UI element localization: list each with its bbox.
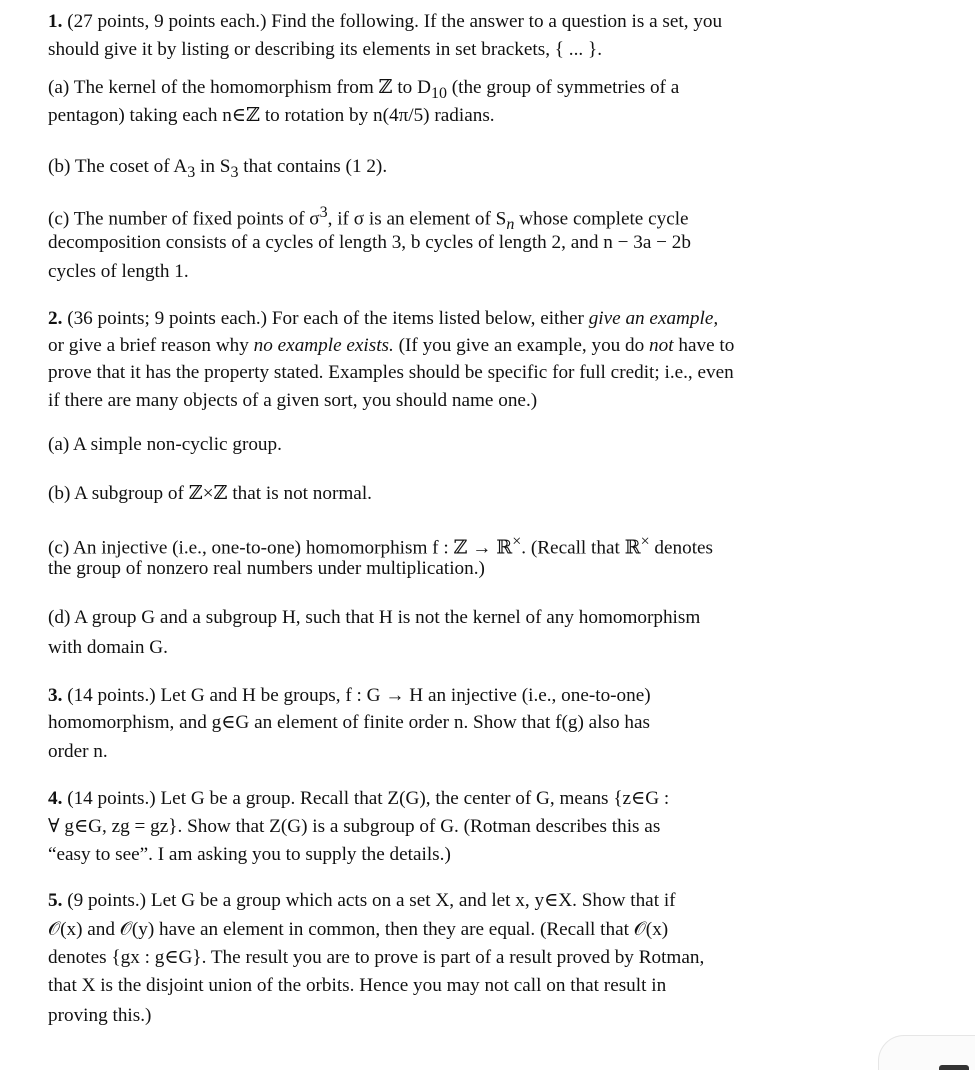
problem-3-line-3: order n. <box>48 741 108 762</box>
problem-5-line-4: that X is the disjoint union of the orbits. Hence you may not call on that result in <box>48 975 667 996</box>
problem-2-line-3: prove that it has the property stated. Examples should be specific for full credit; i.e., even <box>48 362 734 383</box>
problem-2-line-2: or give a brief reason why no example exists. (If you give an example, you do not have to <box>48 335 735 356</box>
problem-4-number: 4. <box>48 788 63 809</box>
problem-2a: (a) A simple non-cyclic group. <box>48 434 282 455</box>
problem-3-number: 3. <box>48 685 63 706</box>
problem-2-line-4: if there are many objects of a given sort, you should name one.) <box>48 390 538 411</box>
problem-2c-line-2: the group of nonzero real numbers under multiplication.) <box>48 558 485 579</box>
problem-4-line-1: 4. (14 points.) Let G be a group. Recall that Z(G), the center of G, means {z∈G : <box>48 788 670 809</box>
problem-2-number: 2. <box>48 308 63 329</box>
problem-1b-line-1: (b) The coset of $A_3$ in $S_3$ that contains (1 2). <box>48 156 388 181</box>
problem-3-line-2: homomorphism, and g∈G an element of finite order n. Show that f(g) also has <box>48 712 650 733</box>
problem-1-line-2: should give it by listing or describing its elements in set brackets, { ... }. <box>48 39 602 60</box>
problem-5-number: 5. <box>48 890 63 911</box>
drag-handle-icon[interactable] <box>939 1065 969 1070</box>
problem-4-line-2: ∀ g∈G, zg = gz}. Show that Z(G) is a subgroup of G. (Rotman describes this as <box>48 816 661 837</box>
problem-5-line-1: 5. (9 points.) Let G be a group which acts on a set X, and let x, y∈X. Show that if <box>48 890 676 911</box>
problem-2-line-1: 2. (36 points; 9 points each.) For each of the items listed below, either give an example, <box>48 308 719 329</box>
problem-1-line-1: 1. (27 points, 9 points each.) Find the following. If the answer to a question is a set, you <box>48 11 723 32</box>
problem-1a-line-1: (a) The kernel of the homomorphism from ℤ to $D_{10}$ (the group of symmetries of a <box>48 77 680 102</box>
problem-5-line-3: denotes {gx : g∈G}. The result you are to prove is part of a result proved by Rotman, <box>48 947 705 968</box>
problem-1c-line-2: decomposition consists of a cycles of length 3, b cycles of length 2, and n − 3a − 2b <box>48 232 691 253</box>
problem-1c-line-3: cycles of length 1. <box>48 261 189 282</box>
problem-1c-line-1: (c) The number of fixed points of $\sigma^3$, if σ is an element of $S_n$ whose complete cycle <box>48 204 689 234</box>
problem-5-line-5: proving this.) <box>48 1005 152 1026</box>
problem-2b: (b) A subgroup of ℤ×ℤ that is not normal. <box>48 483 372 504</box>
problem-1a-line-2: pentagon) taking each n∈ℤ to rotation by n(4π/5) radians. <box>48 105 495 126</box>
problem-1-number: 1. <box>48 11 63 32</box>
problem-3-line-1: 3. (14 points.) Let G and H be groups, f : G → H an injective (i.e., one-to-one) <box>48 685 651 706</box>
problem-5-line-2: 𝒪(x) and 𝒪(y) have an element in common, then they are equal. (Recall that 𝒪(x) <box>48 919 669 940</box>
problem-2c-line-1: (c) An injective (i.e., one-to-one) homomorphism f : ℤ → ℝ×. (Recall that ℝ× denotes <box>48 533 714 559</box>
problem-2d-line-2: with domain G. <box>48 637 168 658</box>
page-corner-overlay <box>878 1035 975 1070</box>
problem-4-line-3: “easy to see”. I am asking you to supply the details.) <box>48 844 451 865</box>
problem-2d-line-1: (d) A group G and a subgroup H, such that H is not the kernel of any homomorphism <box>48 607 701 628</box>
